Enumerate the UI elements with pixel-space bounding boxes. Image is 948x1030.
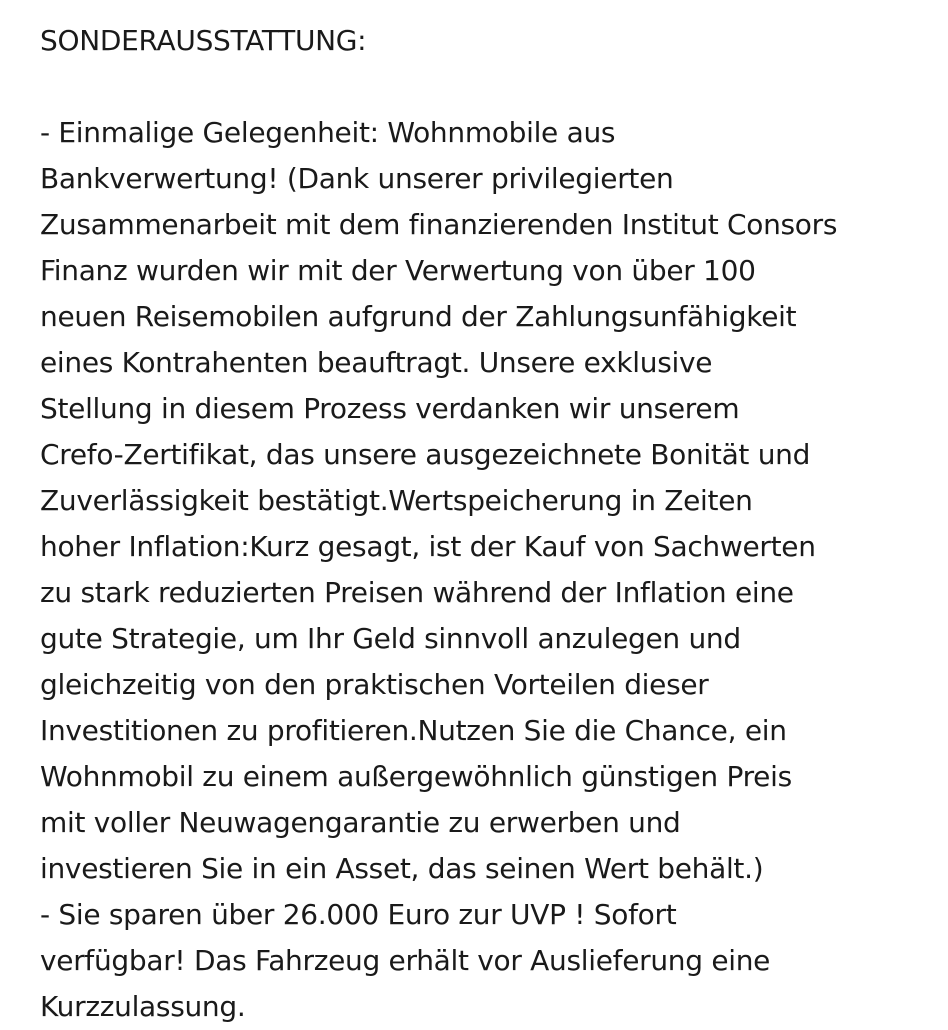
text-line: Stellung in diesem Prozess verdanken wir unserem: [40, 392, 740, 425]
text-line: gleichzeitig von den praktischen Vorteilen dieser: [40, 668, 709, 701]
text-line: Crefo-Zertifikat, das unsere ausgezeichnete Bonität und: [40, 438, 811, 471]
blank-line: [40, 64, 940, 110]
text-line: - Einmalige Gelegenheit: Wohnmobile aus: [40, 116, 616, 149]
text-line: Finanz wurden wir mit der Verwertung von über 100: [40, 254, 756, 287]
text-line: Kurzzulassung.: [40, 990, 246, 1023]
text-line: verfügbar! Das Fahrzeug erhält vor Auslieferung eine: [40, 944, 771, 977]
text-line: - Sie sparen über 26.000 Euro zur UVP ! Sofort: [40, 898, 677, 931]
text-line: Investitionen zu profitieren.Nutzen Sie die Chance, ein: [40, 714, 787, 747]
document-text: [40, 18, 940, 1030]
text-line: zu stark reduzierten Preisen während der Inflation eine: [40, 576, 794, 609]
text-line: Wohnmobil zu einem außergewöhnlich günstigen Preis: [40, 760, 792, 793]
text-line: eines Kontrahenten beauftragt. Unsere exklusive: [40, 346, 713, 379]
text-line: Zuverlässigkeit bestätigt.Wertspeicherung in Zeiten: [40, 484, 753, 517]
text-line: Bankverwertung! (Dank unserer privilegierten: [40, 162, 674, 195]
text-line: hoher Inflation:Kurz gesagt, ist der Kauf von Sachwerten: [40, 530, 816, 563]
text-line: Zusammenarbeit mit dem finanzierenden Institut Consors: [40, 208, 838, 241]
text-line: neuen Reisemobilen aufgrund der Zahlungsunfähigkeit: [40, 300, 797, 333]
section-heading: SONDERAUSSTATTUNG:: [40, 24, 367, 57]
text-line: gute Strategie, um Ihr Geld sinnvoll anzulegen und: [40, 622, 741, 655]
text-line: investieren Sie in ein Asset, das seinen Wert behält.): [40, 852, 764, 885]
text-line: mit voller Neuwagengarantie zu erwerben und: [40, 806, 681, 839]
